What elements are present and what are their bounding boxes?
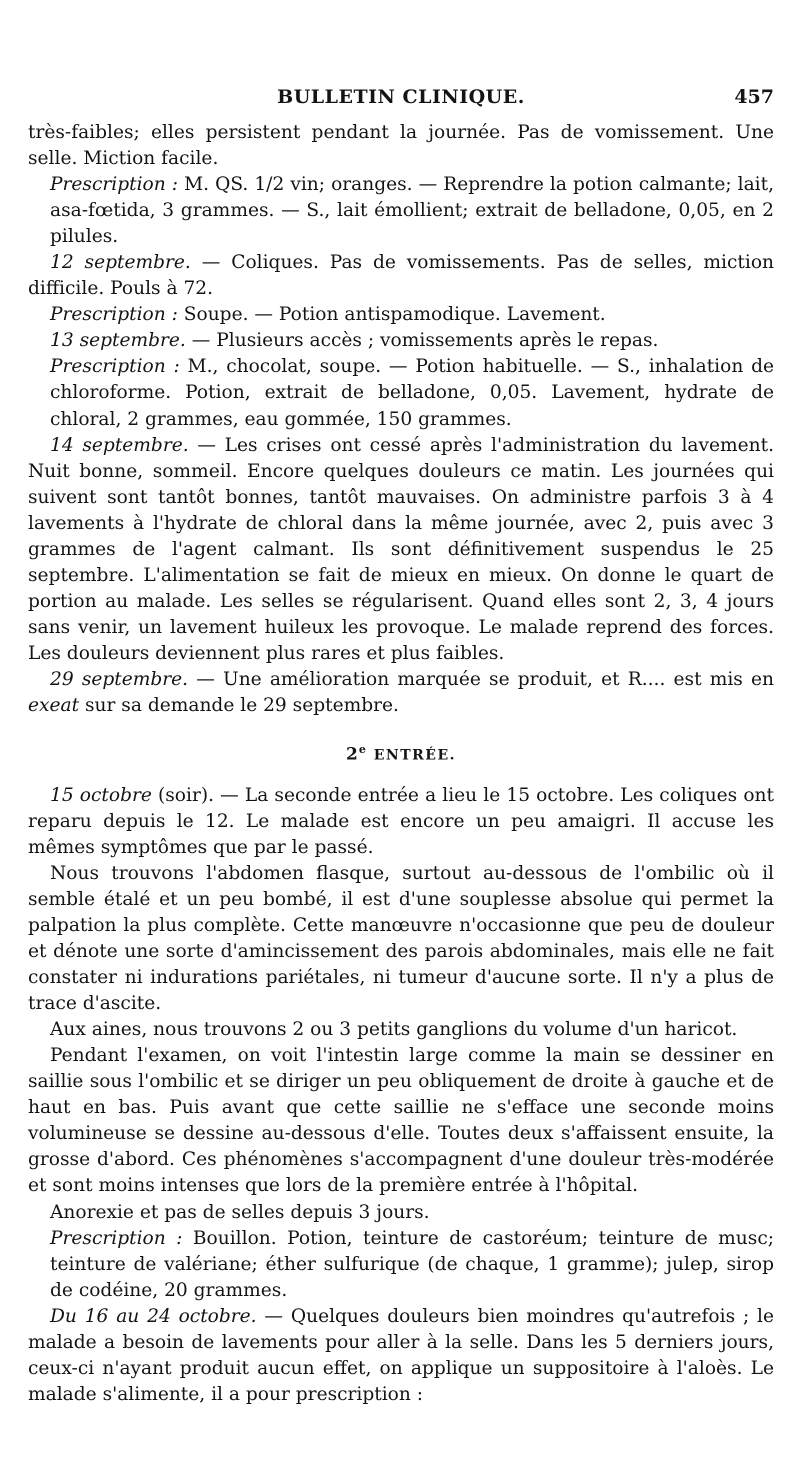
section-number: 2 (345, 744, 359, 765)
prescription-paragraph (28, 354, 774, 432)
paragraph-text: Soupe. — Potion antispamodique. Lavement. (177, 304, 606, 326)
date-label: 12 septembre. (50, 252, 191, 274)
body-text (28, 120, 774, 1408)
paragraph-text: (soir). — La seconde entrée a lieu le 15 octobre. Les coliques ont reparu depuis le 12. Le malade est encore un peu amaigri. Il accuse les mêmes symptômes que par le passé. (28, 784, 775, 858)
prescription-label: Prescription : (50, 356, 180, 378)
section-heading (28, 737, 774, 769)
section-label: ENTRÉE. (373, 747, 456, 764)
date-label: 15 octobre (50, 784, 152, 806)
paragraph-text: Anorexie et pas de selles depuis 3 jours. (50, 1201, 430, 1223)
prescription-label: Prescription : (50, 1227, 183, 1249)
paragraph-text: M. QS. 1/2 vin; oranges. — Reprendre la potion calmante; lait, asa-fœtida, 3 grammes. — S., lait émollient; extrait de belladone, 0,05, en 2 pilules. (50, 174, 775, 248)
date-label: Du 16 au 24 octobre. (50, 1305, 257, 1327)
paragraph-text: Aux aines, nous trouvons 2 ou 3 petits ganglions du volume d'un haricot. (50, 1019, 738, 1041)
dated-paragraph (28, 433, 774, 667)
date-label: 14 septembre. (50, 434, 189, 456)
dated-paragraph (28, 328, 774, 354)
prescription-paragraph (28, 1226, 774, 1304)
dated-paragraph (28, 667, 774, 719)
paragraph (28, 1200, 774, 1226)
paragraph-text: Bouillon. Potion, teinture de castoréum; teinture de musc; teinture de valériane; éther sulfurique (de chaque, 1 gramme); julep, sirop de codéine, 20 grammes. (50, 1227, 774, 1301)
date-label: 29 septembre. (50, 668, 189, 690)
paragraph (28, 1043, 774, 1199)
dated-paragraph (28, 783, 774, 861)
dated-paragraph (28, 250, 774, 302)
exeat-term: exeat (28, 695, 80, 717)
prescription-label: Prescription : (50, 304, 178, 326)
paragraph (28, 120, 774, 172)
prescription-label: Prescription : (50, 174, 179, 196)
page-number: 457 (734, 86, 774, 108)
paragraph-text: — Plusieurs accès ; vomissements après le repas. (185, 330, 659, 352)
paragraph-text: — Coliques. Pas de vomissements. Pas de selles, miction difficile. Pouls à 72. (28, 252, 774, 300)
prescription-paragraph (28, 172, 774, 250)
dated-paragraph (28, 1304, 774, 1408)
paragraph-text: M., chocolat, soupe. — Potion habituelle. — S., inhalation de chloroforme. Potion, extrait de belladone, 0,05. Lavement, hydrate de chloral, 2 grammes, eau gommée, 150 grammes. (50, 356, 774, 430)
paragraph-text: — Les crises ont cessé après l'administration du lavement. Nuit bonne, sommeil. Encore quelques douleurs ce matin. Les journées qui suivent sont tantôt bonnes, tantôt mauvaises. On administre parfois 3 à 4 lavements à l'hydrate de chloral dans la même journée, avec 2, puis avec 3 grammes de l'agent calmant. Ils sont définitivement suspendus le 25 septembre. L'alimentation se fait de mieux en mieux. On donne le quart de portion au malade. Les selles se régularisent. Quand elles sont 2, 3, 4 jours sans venir, un lavement huileux les provoque. Le malade reprend des forces. Les douleurs deviennent plus rares et plus faibles. (28, 434, 774, 664)
running-title: BULLETIN CLINIQUE. (277, 86, 525, 108)
prescription-paragraph (28, 302, 774, 328)
paragraph-text: Nous trouvons l'abdomen flasque, surtout au-dessous de l'ombilic où il semble étalé et un peu bombé, il est d'une souplesse absolue qui permet la palpation la plus complète. Cette manœuvre n'occasionne que peu de douleur et dénote une sorte d'amincissement des parois abdominales, mais elle ne fait constater ni indurations pariétales, ni tumeur d'aucune sorte. Il n'y a plus de trace d'ascite. (28, 862, 774, 1015)
paragraph-text: très-faibles; elles persistent pendant la journée. Pas de vomissement. Une selle. Miction facile. (28, 122, 774, 170)
paragraph-text: Pendant l'examen, on voit l'intestin large comme la main se dessiner en saillie sous l'ombilic et se diriger un peu obliquement de droite à gauche et de haut en bas. Puis avant que cette saillie ne s'efface une seconde moins volumineuse se dessine au-dessous d'elle. Toutes deux s'affaissent ensuite, la grosse d'abord. Ces phénomènes s'accompagnent d'une douleur très-modérée et sont moins intenses que lors de la première entrée à l'hôpital. (28, 1045, 774, 1197)
paragraph-text: sur sa demande le 29 septembre. (79, 695, 399, 717)
paragraph (28, 861, 774, 1017)
paragraph-text: — Une amélioration marquée se produit, et R.... est mis en (188, 668, 774, 690)
section-number-suffix: e (358, 743, 367, 757)
running-header (28, 86, 774, 116)
paragraph-text: — Quelques douleurs bien moindres qu'autrefois ; le malade a besoin de lavements pour aller à la selle. Dans les 5 derniers jours, ceux-ci n'ayant produit aucun effet, on applique un suppositoire à l'aloès. Le malade s'alimente, il a pour prescription : (28, 1305, 774, 1405)
paragraph (28, 1017, 774, 1043)
date-label: 13 septembre. (50, 330, 186, 352)
